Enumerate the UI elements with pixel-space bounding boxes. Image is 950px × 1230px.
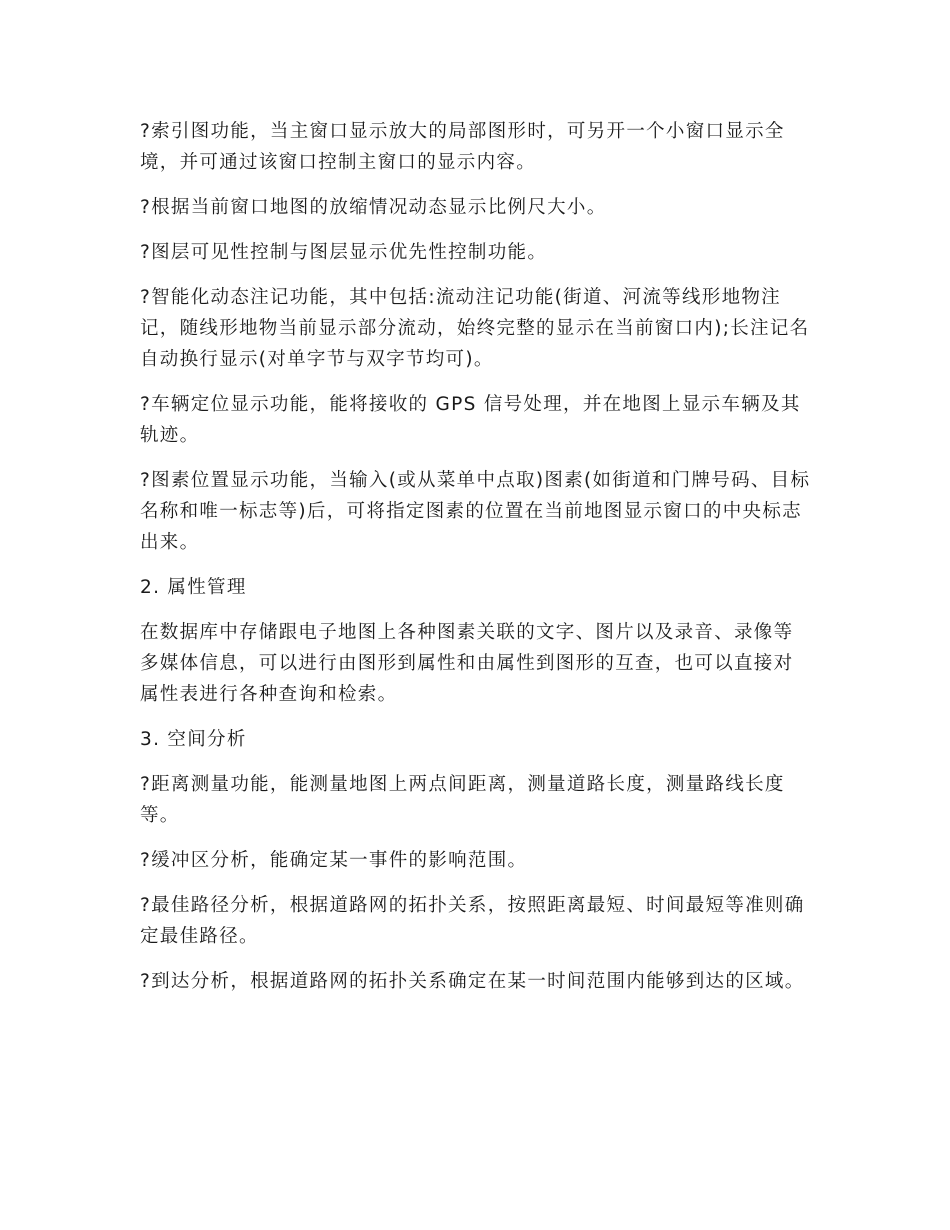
paragraph-distance-measurement: ?距离测量功能，能测量地图上两点间距离，测量道路长度，测量路线长度等。 bbox=[140, 774, 785, 826]
paragraph-buffer-analysis: ?缓冲区分析，能确定某一事件的影响范围。 bbox=[140, 850, 528, 871]
paragraph-index-map: ?索引图功能，当主窗口显示放大的局部图形时，可另开一个小窗口显示全境，并可通过该窗口控制主窗口的显示内容。 bbox=[140, 121, 785, 173]
paragraph-feature-location: ?图素位置显示功能，当输入(或从菜单中点取)图素(如街道和门牌号码、目标名称和唯一标志等)后，可将指定图素的位置在当前地图显示窗口的中央标志出来。 bbox=[140, 470, 811, 553]
paragraph-optimal-path: ?最佳路径分析，根据道路网的拓扑关系，按照距离最短、时间最短等准则确定最佳路径。 bbox=[140, 895, 805, 947]
paragraph-scale-display: ?根据当前窗口地图的放缩情况动态显示比例尺大小。 bbox=[140, 197, 607, 218]
paragraph-vehicle-positioning: ?车辆定位显示功能，能将接收的 GPS 信号处理，并在地图上显示车辆及其轨迹。 bbox=[140, 394, 801, 446]
paragraph-dynamic-annotation: ?智能化动态注记功能，其中包括:流动注记功能(街道、河流等线形地物注记，随线形地物当前显示部分流动，始终完整的显示在当前窗口内);长注记名自动换行显示(对单字节与双字节均可)。 bbox=[140, 287, 810, 370]
paragraph-reachability-analysis: ?到达分析，根据道路网的拓扑关系确定在某一时间范围内能够到达的区域。 bbox=[140, 971, 805, 992]
section-heading-attribute-management: 2. 属性管理 bbox=[140, 577, 247, 598]
section-heading-spatial-analysis: 3. 空间分析 bbox=[140, 729, 247, 750]
document-body bbox=[140, 116, 812, 1011]
paragraph-layer-control: ?图层可见性控制与图层显示优先性控制功能。 bbox=[140, 242, 548, 263]
paragraph-attribute-management: 在数据库中存储跟电子地图上各种图素关联的文字、图片以及录音、录像等多媒体信息，可以进行由图形到属性和由属性到图形的互查，也可以直接对属性表进行各种查询和检索。 bbox=[140, 622, 794, 705]
